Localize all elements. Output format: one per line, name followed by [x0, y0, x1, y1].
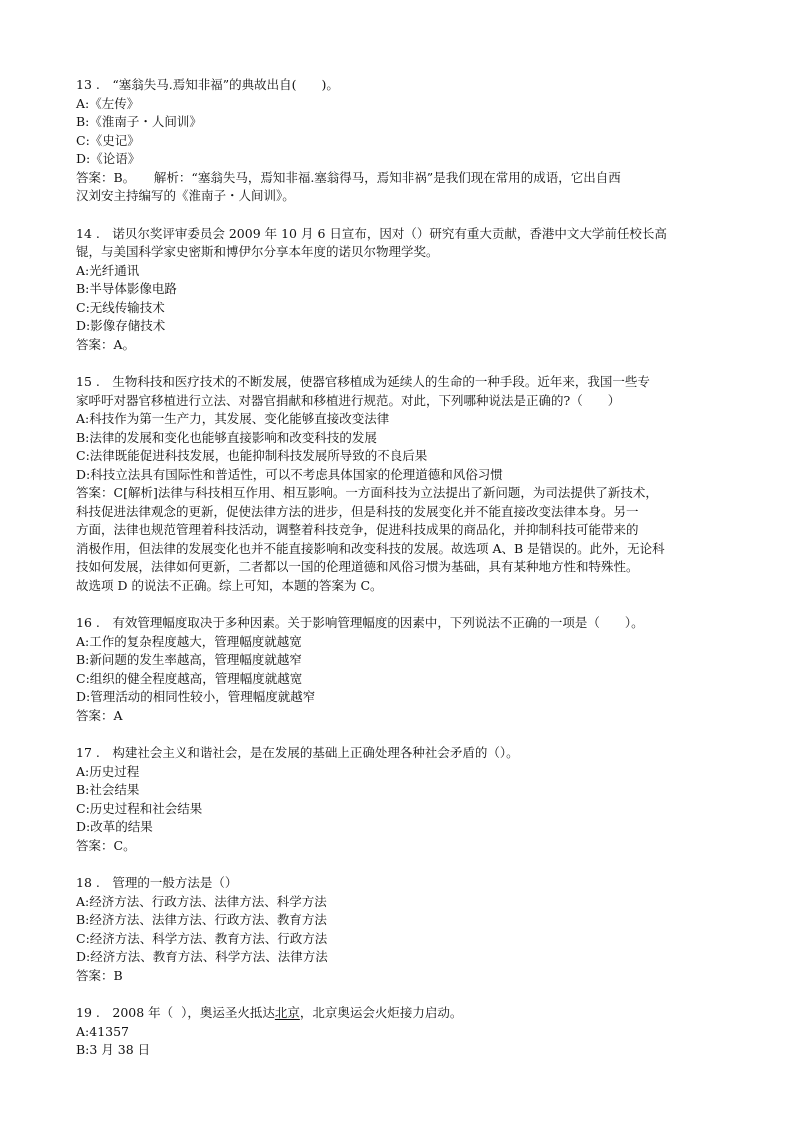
option-b: B:法律的发展和变化也能够直接影响和改变科技的发展 [76, 429, 377, 445]
option-d: D:改革的结果 [76, 819, 153, 834]
option-c: C:经济方法、科学方法、教育方法、行政方法 [76, 930, 328, 946]
document-page [76, 76, 726, 1079]
question-stem [76, 744, 726, 763]
question-17 [76, 744, 726, 855]
option-b: B:《淮南子・人间训》 [76, 114, 202, 129]
question-19 [76, 1004, 726, 1060]
option-c: C:《史记》 [76, 132, 140, 148]
option-c: C:法律既能促进科技发展，也能抑制科技发展所导致的不良后果 [76, 448, 428, 463]
question-14 [76, 225, 726, 355]
option-a: A:科技作为第一生产力，其发展、变化能够直接改变法律 [76, 411, 390, 426]
question-text: 诺贝尔奖评审委员会 2009 年 10 月 6 日宣布，因对（）研究有重大贡献，香港中文大学前任校长高 [112, 225, 667, 241]
question-text: 生物科技和医疗技术的不断发展，使器官移植成为延续人的生命的一种手段。近年来，我国一些专 [112, 374, 650, 389]
option-a: A:《左传》 [76, 95, 140, 111]
question-stem [76, 1004, 726, 1023]
question-text: 管理的一般方法是（） [112, 875, 238, 890]
answer-line: 方面，法律也规范管理着科技活动，调整着科技竞争，促进科技成果的商品化，并抑制科技可能带来的 [76, 522, 639, 537]
answer-line: 答案：B。 解析：“塞翁失马，焉知非福.塞翁得马，焉知非祸”是我们现在常用的成语，它出自西 [76, 169, 621, 185]
question-16 [76, 614, 726, 725]
option-c: C:组织的健全程度越高，管理幅度就越宽 [76, 670, 303, 686]
answer-line: 答案：A。 [76, 336, 136, 352]
question-number: 13 . [76, 77, 100, 92]
question-text: 2008 年（ ），奥运圣火抵达 [112, 1005, 275, 1020]
question-13 [76, 76, 726, 206]
answer-line: 答案：C[解析]法律与科技相互作用、相互影响。一方面科技为立法提出了新问题，为司法提供了新技术， [76, 485, 658, 500]
option-b: B:半导体影像电路 [76, 281, 177, 296]
option-d: D:科技立法具有国际性和普适性，可以不考虑具体国家的伦理道德和风俗习惯 [76, 466, 503, 482]
question-text: 构建社会主义和谐社会，是在发展的基础上正确处理各种社会矛盾的（）。 [112, 745, 519, 760]
answer-line: 科技促进法律观念的更新，促使法律方法的进步，但是科技的发展变化并不能直接改变法律本身。另一 [76, 503, 639, 519]
answer-line: 汉刘安主持编写的《淮南子・人间训》。 [76, 188, 295, 203]
question-number: 19 . [76, 1005, 100, 1020]
option-d: D:《论语》 [76, 151, 141, 166]
question-text-continued: 家呼吁对器官移植进行立法、对器官捐献和移植进行规范。对此，下列哪种说法是正确的?（ ） [76, 392, 621, 408]
option-b: B:3 月 38 日 [76, 1042, 151, 1057]
option-a: A:经济方法、行政方法、法律方法、科学方法 [76, 893, 327, 909]
option-c: C:无线传输技术 [76, 299, 165, 315]
option-a: A:历史过程 [76, 763, 140, 779]
answer-line: 技如何发展，法律如何更新，二者都以一国的伦理道德和风俗习惯为基础，具有某种地方性和特殊性。 [76, 559, 639, 574]
question-stem [76, 874, 726, 893]
question-text-continued: 锟，与美国科学家史密斯和博伊尔分享本年度的诺贝尔物理学奖。 [76, 244, 439, 259]
question-number: 14 . [76, 225, 100, 241]
answer-line: 故选项 D 的说法不正确。综上可知，本题的答案为 C。 [76, 577, 383, 593]
option-d: D:影像存储技术 [76, 318, 166, 333]
question-text: 有效管理幅度取决于多种因素。关于影响管理幅度的因素中，下列说法不正确的一项是（ ）。 [112, 615, 644, 630]
question-number: 18 . [76, 875, 100, 890]
answer-line: 消极作用，但法律的发展变化也并不能直接影响和改变科技的发展。故选项 A、B 是错误的。此外，无论科 [76, 540, 665, 556]
question-text-tail: ，北京奥运会火炬接力启动。 [299, 1005, 463, 1020]
question-stem [76, 614, 726, 633]
answer-line: 答案：C。 [76, 837, 136, 853]
option-b: B:新问题的发生率越高，管理幅度就越窄 [76, 652, 302, 667]
question-text: “塞翁失马.焉知非福”的典故出自( )。 [112, 77, 339, 92]
answer-line: 答案：A [76, 707, 123, 723]
question-number: 17 . [76, 745, 100, 760]
option-a: A:光纤通讯 [76, 262, 140, 278]
question-stem [76, 76, 726, 95]
question-stem [76, 225, 726, 244]
question-number: 15 . [76, 374, 100, 389]
question-stem [76, 373, 726, 392]
underlined-text: 北京 [274, 1005, 300, 1020]
option-a: A:工作的复杂程度越大，管理幅度就越宽 [76, 633, 302, 649]
option-d: D:经济方法、教育方法、科学方法、法律方法 [76, 949, 328, 964]
question-15 [76, 373, 726, 595]
question-number: 16 . [76, 615, 100, 630]
question-18 [76, 874, 726, 985]
option-d: D:管理活动的相同性较小，管理幅度就越窄 [76, 689, 316, 704]
option-b: B:社会结果 [76, 782, 140, 797]
option-b: B:经济方法、法律方法、行政方法、教育方法 [76, 912, 327, 927]
option-a: A:41357 [76, 1023, 130, 1039]
answer-line: 答案：B [76, 967, 123, 983]
option-c: C:历史过程和社会结果 [76, 800, 203, 816]
